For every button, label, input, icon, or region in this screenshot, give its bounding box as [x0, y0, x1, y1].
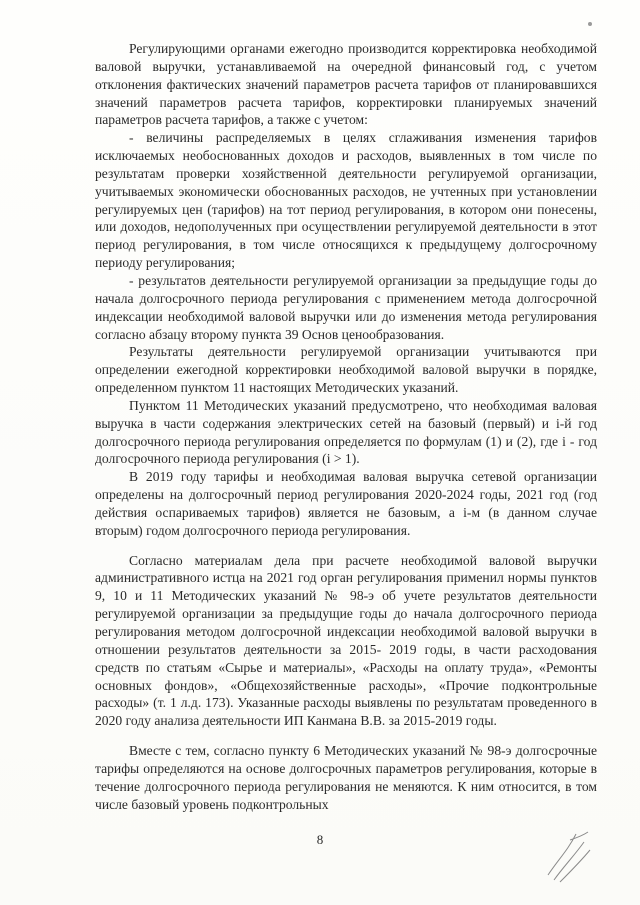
page-number: 8 [316, 832, 324, 847]
paragraph-4: Результаты деятельности регулируемой организации учитываются при определении ежегодной корректировки необходимой валовой выручки в порядке, определенном пунктом 11 настоящих Методических указаний. [95, 344, 597, 396]
paragraph-8: Вместе с тем, согласно пункту 6 Методических указаний № 98-э долгосрочные тарифы определяются на основе долгосрочных параметров регулирования, которые в течение долгосрочного периода регулирования не меняются. К ним относится, в том числе базовый уровень подконтрольных [95, 743, 597, 812]
paragraph-3: - результатов деятельности регулируемой организации за предыдущие годы до начала долгосрочного периода регулирования с применением метода долгосрочной индексации необходимой валовой выручки или до изменения метода регулирования согласно абзацу второму пункта 39 Основ ценообразования. [95, 272, 597, 342]
paragraph-6: В 2019 году тарифы и необходимая валовая выручка сетевой организации определены на долгосрочный период регулирования 2020-2024 годы, 2021 год (год действия оспариваемых тарифов) является не базовым, а i-м (в данном случае вторым) годом долгосрочного периода регулирования. [95, 469, 597, 538]
signature-mark [540, 820, 600, 890]
paragraph-7: Согласно материалам дела при расчете необходимой валовой выручки административного истца на 2021 год орган регулирования применил нормы пунктов 9, 10 и 11 Методических указаний № 98-э об учете результатов деятельности регулируемой организации за предыдущие годы до начала долгосрочного периода регулирования методом долгосрочной индексации необходимой валовой выручки в отношении результатов деятельности за 2015- 2019 годы, в части расходования средств по статьям «Сырье и материалы», «Расходы на оплату труда», «Ремонты основных фондов», «Общехозяйственные расходы», «Прочие подконтрольные расходы» (т. 1 л.д. 173). Указанные расходы выявлены по результатам проведенного в 2020 году анализа деятельности ИП Канмана В.В. за 2015-2019 годы. [95, 552, 597, 729]
scan-mark [588, 22, 592, 26]
document-body [95, 40, 597, 813]
paragraph-5: Пунктом 11 Методических указаний предусмотрено, что необходимая валовая выручка в части содержания электрических сетей на базовый (первый) и i-й год долгосрочного периода регулирования определяется по формулам (1) и (2), где i - год долгосрочного периода регулирования (i > 1). [95, 397, 597, 467]
paragraph-1: Регулирующими органами ежегодно производится корректировка необходимой валовой выручки, устанавливаемой на очередной финансовый год, с учетом отклонения фактических значений параметров расчета тарифов от планировавшихся значений параметров расчета тарифов, корректировки планируемых значений параметров расчета тарифов, а также с учетом: [95, 41, 597, 128]
paragraph-2: - величины распределяемых в целях сглаживания изменения тарифов исключаемых необоснованных доходов и расходов, выявленных в том числе по результатам проверки хозяйственной деятельности регулируемой организации, учитываемых экономически обоснованных расходов, не учтенных при установлении регулируемых цен (тарифов) на тот период регулирования, в котором они понесены, или доходов, недополученных при осуществлении регулируемой деятельности в этот период регулирования, в том числе относящихся к предыдущему долгосрочному периоду регулирования; [95, 130, 597, 271]
